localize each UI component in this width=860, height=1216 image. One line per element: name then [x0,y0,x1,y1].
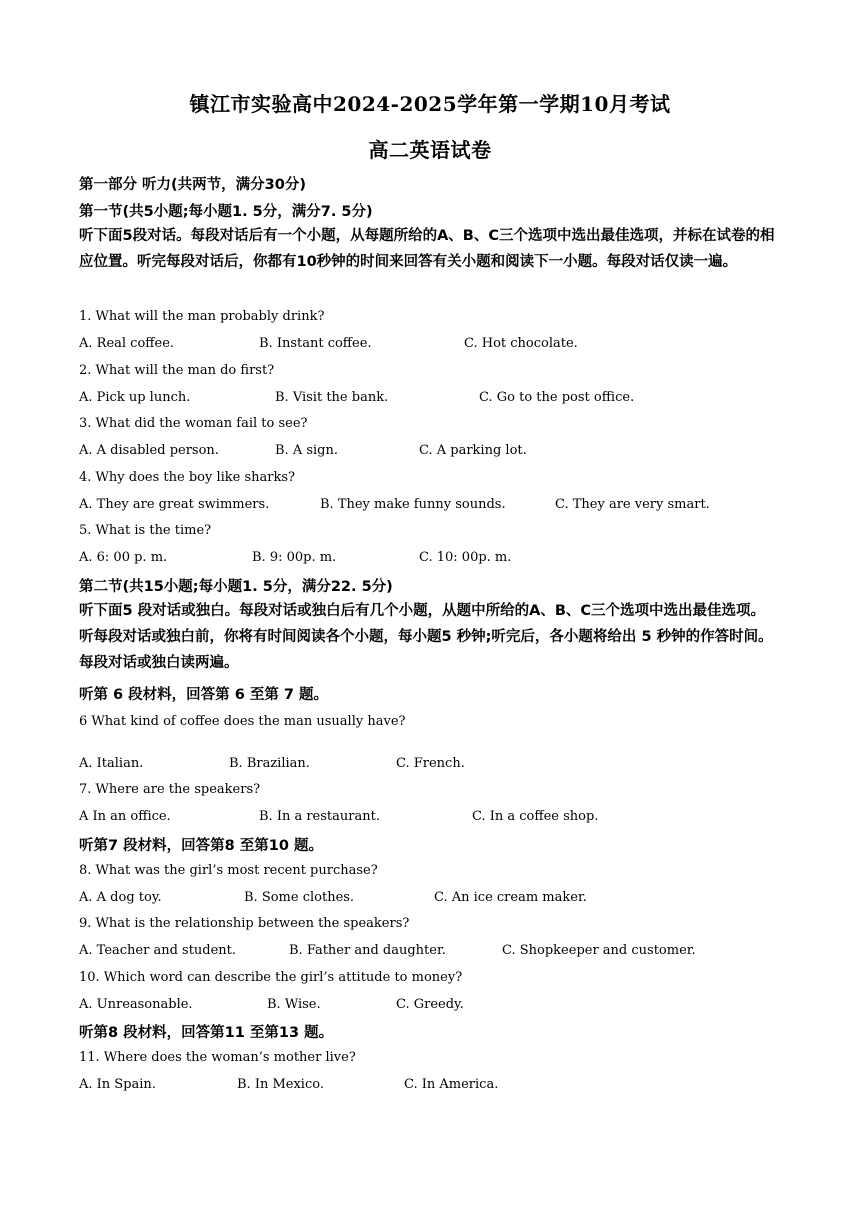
q2-option-b: B. Visit the bank. [275,390,389,405]
question-4: 4. Why does the boy like sharks? [79,470,295,485]
q4-option-a: A. They are great swimmers. [79,497,270,512]
q8-option-c: C. An ice cream maker. [434,890,587,905]
question-6: 6 What kind of coffee does the man usually have? [79,714,406,729]
q1-option-a: A. Real coffee. [79,336,175,351]
q11-option-c: C. In America. [404,1077,499,1092]
section2-instructions: 听下面5 段对话或独白。每段对话或独白后有几个小题，从题中所给的A、B、C三个选项中选出最佳选项。听每段对话或独白前，你将有时间阅读各个小题，每小题5 秒钟;听完后，各小题将给出 5 秒钟的作答时间。每段对话或独白读两遍。 [79,603,773,671]
material-8-heading: 听第8 段材料，回答第11 至第13 题。 [79,1025,334,1041]
question-9: 9. What is the relationship between the speakers? [79,916,410,931]
q1-option-c: C. Hot chocolate. [464,336,578,351]
question-8: 8. What was the girl’s most recent purchase? [79,863,378,878]
q11-option-a: A. In Spain. [79,1077,156,1092]
material-6-heading: 听第 6 段材料，回答第 6 至第 7 题。 [79,687,329,703]
q8-option-b: B. Some clothes. [244,890,355,905]
section1-instructions: 听下面5段对话。每段对话后有一个小题，从每题所给的A、B、C三个选项中选出最佳选项，并标在试卷的相应位置。听完每段对话后，你都有10秒钟的时间来回答有关小题和阅读下一小题。每段对话仅读一遍。 [79,228,775,270]
q11-option-b: B. In Mexico. [237,1077,324,1092]
q3-option-a: A. A disabled person. [79,443,219,458]
question-11: 11. Where does the woman’s mother live? [79,1050,356,1065]
q4-option-b: B. They make funny sounds. [320,497,506,512]
q3-option-b: B. A sign. [275,443,338,458]
q2-option-a: A. Pick up lunch. [79,390,191,405]
section1-heading: 第一节(共5小题;每小题1. 5分，满分7. 5分) [79,204,373,220]
exam-subtitle: 高二英语试卷 [368,138,492,162]
q1-option-b: B. Instant coffee. [259,336,372,351]
question-7: 7. Where are the speakers? [79,782,261,797]
q9-option-b: B. Father and daughter. [289,943,446,958]
material-7-heading: 听第7 段材料，回答第8 至第10 题。 [79,838,323,854]
question-5: 5. What is the time? [79,523,212,538]
q6-option-c: C. French. [396,756,465,771]
q10-option-c: C. Greedy. [396,997,464,1012]
section2-heading: 第二节(共15小题;每小题1. 5分，满分22. 5分) [79,579,393,595]
q9-option-a: A. Teacher and student. [79,943,237,958]
q7-option-a: A In an office. [79,809,171,824]
q7-option-b: B. In a restaurant. [259,809,380,824]
q5-option-a: A. 6: 00 p. m. [79,550,168,565]
q5-option-c: C. 10: 00p. m. [419,550,512,565]
q3-option-c: C. A parking lot. [419,443,527,458]
q10-option-a: A. Unreasonable. [79,997,193,1012]
q6-option-b: B. Brazilian. [229,756,310,771]
q8-option-a: A. A dog toy. [79,890,162,905]
q10-option-b: B. Wise. [267,997,321,1012]
question-3: 3. What did the woman fail to see? [79,416,308,431]
q4-option-c: C. They are very smart. [555,497,710,512]
exam-title: 镇江市实验高中2024-2025学年第一学期10月考试 [189,92,671,116]
q9-option-c: C. Shopkeeper and customer. [502,943,696,958]
q2-option-c: C. Go to the post office. [479,390,635,405]
question-2: 2. What will the man do first? [79,363,275,378]
q6-option-a: A. Italian. [79,756,144,771]
q7-option-c: C. In a coffee shop. [472,809,599,824]
part1-heading: 第一部分 听力(共两节，满分30分) [79,177,306,193]
q5-option-b: B. 9: 00p. m. [252,550,337,565]
question-10: 10. Which word can describe the girl’s attitude to money? [79,970,463,985]
question-1: 1. What will the man probably drink? [79,309,325,324]
